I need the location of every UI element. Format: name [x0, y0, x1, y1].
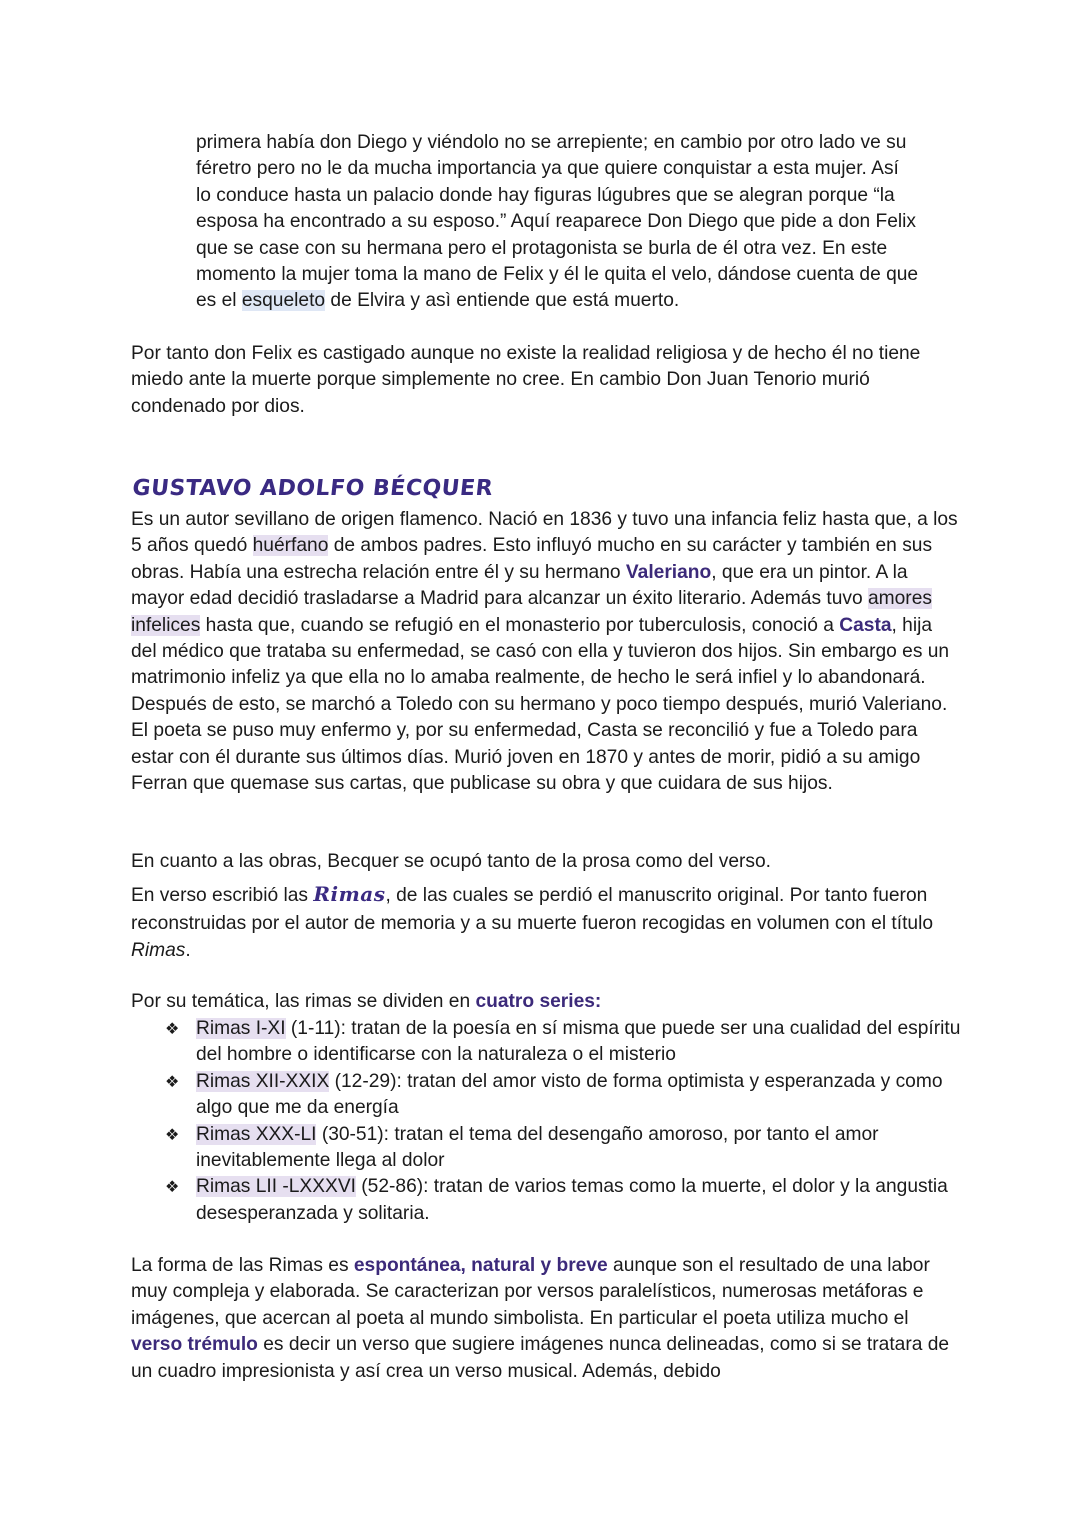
works-text: .	[185, 940, 191, 961]
rimas-description: (1-11): tratan de la poesía en sí misma que puede ser una cualidad del espíritu del hombre o identificarse con la naturaleza o el misterio	[196, 1018, 961, 1066]
bold-valeriano: Valeriano	[625, 561, 712, 583]
intro-line	[196, 288, 966, 314]
bio-text: Es un autor sevillano de origen flamenco. Nació en 1836 y tuvo una infancia feliz hasta que, a los 5 años quedó	[131, 509, 958, 557]
bio-text: , que era un pintor. A la mayor edad decidió trasladarse a Madrid para alcanzar un éxito literario. Además tuvo	[131, 561, 908, 610]
rimas-range-label: Rimas LII -LXXXVI	[196, 1176, 356, 1198]
list-item	[131, 1069, 961, 1122]
rimas-handwritten-title: Rimas	[313, 882, 386, 906]
conclusion-paragraph: Por tanto don Felix es castigado aunque no existe la realidad religiosa y de hecho él no tiene miedo ante la muerte porque simplemente no cree. En cambio Don Juan Tenorio murió condenado por dios.	[131, 343, 921, 417]
list-item	[131, 1016, 961, 1069]
diamond-bullet-icon: ❖	[165, 1071, 180, 1091]
intro-line: féretro pero no le da mucha importancia ya que quiere conquistar a esta mujer. Así	[196, 158, 899, 180]
bio-text: de ambos padres. Esto influyó mucho en su carácter y también en sus obras. Había una estrecha relación entre él y su hermano	[131, 535, 933, 583]
series-intro-text: Por su temática, las rimas se dividen en	[131, 991, 476, 1012]
rimas-italic-title: Rimas	[131, 940, 186, 961]
diamond-bullet-icon: ❖	[165, 1019, 180, 1038]
series-intro	[131, 989, 961, 1015]
rimas-range-label: Rimas I-XI	[196, 1018, 286, 1039]
intro-line: lo conduce hasta un palacio donde hay figuras lúgubres que se alegran porque “la	[196, 184, 895, 206]
intro-paragraph	[196, 130, 966, 315]
bio-text: hasta que, cuando se refugió en el monasterio por tuberculosis, conoció a	[200, 614, 840, 636]
intro-line: primera había don Diego y viéndolo no se arrepiente; en cambio por otro lado ve su	[196, 132, 907, 153]
highlight-amores-infelices: amores infelices	[131, 588, 932, 636]
intro-text: de Elvira y asì entiende que está muerto.	[325, 290, 680, 312]
rimas-description: (12-29): tratan del amor visto de forma optimista y esperanzada y como algo que me da energía	[196, 1070, 943, 1119]
intro-line: que se case con su hermana pero el protagonista se burla de él otra vez. En este	[196, 237, 888, 259]
rimas-range-label: Rimas XII-XXIX	[196, 1070, 330, 1092]
rimas-description: (52-86): tratan de varios temas como la muerte, el dolor y la angustia desesperanzada y solitaria.	[196, 1176, 948, 1224]
bold-casta: Casta	[839, 614, 892, 636]
rimas-description: (30-51): tratan el tema del desengaño amoroso, por tanto el amor inevitablemente llega al dolor	[196, 1123, 879, 1172]
highlight-huerfano: huérfano	[252, 535, 329, 557]
form-paragraph	[131, 1253, 961, 1385]
bold-cuatro-series: cuatro series:	[475, 991, 602, 1012]
form-text: La forma de las Rimas es	[131, 1255, 354, 1276]
bold-verso-tremulo: verso trémulo	[131, 1334, 258, 1356]
bio-text: , hija del médico que trataba su enfermedad, se casó con ella y tuvieron dos hijos. Sin embargo es un matrimonio infeliz ya que ella no lo amaba realmente, de hecho le será infiel y lo abandonará. Después de esto, se marchó a Toledo con su hermano y poco tiempo después, murió Valeriano. El poeta se puso muy enfermo y, por su enfermedad, Casta se reconcilió y fue a Toledo para estar con él durante sus últimos días. Murió joven en 1870 y antes de morir, pidió a su amigo Ferran que quemase sus cartas, que publicase su obra y que cuidara de sus hijos.	[131, 614, 950, 795]
intro-line: esposa ha encontrado a su esposo.” Aquí reaparece Don Diego que pide a don Felix	[196, 211, 917, 233]
works-text: En verso escribió las	[131, 885, 314, 906]
form-text: es decir un verso que sugiere imágenes nunca delineadas, como si se tratara de un cuadro impresionista y así crea un verso musical. Además, debido	[131, 1334, 950, 1382]
intro-text: es el	[196, 290, 242, 312]
biography-paragraph	[131, 507, 961, 797]
intro-line: momento la mujer toma la mano de Felix y él le quita el velo, dándose cuenta de que	[196, 264, 919, 286]
works-intro-line: En cuanto a las obras, Becquer se ocupó tanto de la prosa como del verso.	[131, 851, 771, 872]
works-paragraph	[131, 881, 961, 965]
bold-espontanea-natural-breve: espontánea, natural y breve	[353, 1255, 608, 1276]
diamond-bullet-icon: ❖	[165, 1177, 180, 1197]
rimas-series-list	[131, 1016, 961, 1227]
list-item	[131, 1174, 961, 1227]
highlight-esqueleto: esqueleto	[241, 290, 326, 312]
rimas-range-label: Rimas XXX-LI	[196, 1123, 317, 1145]
works-text: , de las cuales se perdió el manuscrito original. Por tanto fueron reconstruidas por el autor de memoria y a su muerte fueron recogidas en volumen con el título	[131, 885, 934, 934]
diamond-bullet-icon: ❖	[165, 1124, 180, 1144]
form-text: aunque son el resultado de una labor muy compleja y elaborada. Se caracterizan por versos paralelísticos, numerosas metáforas e imágenes, que acercan al poeta al mundo simbolista. En particular el poeta utiliza mucho el	[131, 1255, 930, 1329]
list-item	[131, 1122, 961, 1175]
section-heading: GUSTAVO ADOLFO BÉCQUER	[131, 476, 495, 501]
